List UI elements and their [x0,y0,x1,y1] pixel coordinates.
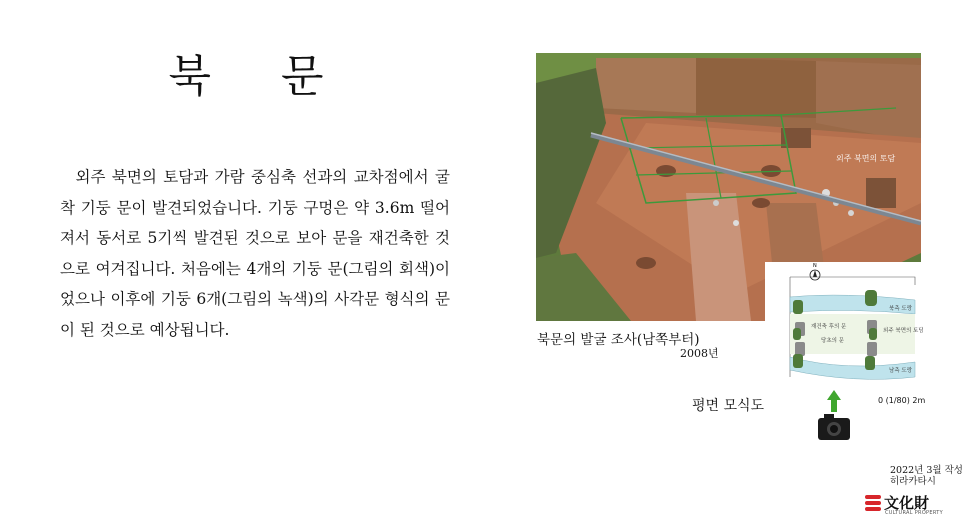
logo-subtext: CULTURAL PROPERTY [885,510,943,516]
plan-caption: 평면 모식도 [692,398,765,414]
description-paragraph: 외주 북면의 토담과 가람 중심축 선과의 교차점에서 굴착 기둥 문이 발견되었습니다. 기둥 구멍은 약 3.6m 떨어져서 동서로 5기씩 발견된 것으로 보아 문을 재건축한 것으로 여겨집니다. 처음에는 4개의 기둥 문(그림의 회색)이었으나 이후에 기둥 6개(그림의 녹색)의 사각문 형식의 문이 된 것으로 예상됩니다. [60,168,450,339]
plan-schematic [765,262,926,410]
camera-icon [814,390,854,442]
photo-year: 2008년 [680,347,719,360]
page-title: 북 문 [168,51,352,102]
author-date: 2022년 3월 작성 [890,465,963,476]
plan-north-ditch: 북측 도랑 [889,306,913,312]
plan-south-ditch: 남측 도랑 [889,368,913,374]
plan-rebuild-gate: 재건축 후의 문 [811,324,847,330]
logo-mark-icon [864,494,882,516]
plan-wall-label: 외주 북면의 토담 [883,328,923,334]
description-text [60,162,450,345]
photo-caption: 북문의 발굴 조사(남쪽부터) [537,332,700,348]
plan-original-gate: 당초의 문 [821,338,845,344]
logo-text: 文化財 [884,494,930,512]
plan-scale: 0 (1/80) 2m [878,396,926,405]
north-label: N [813,263,817,269]
photo-wall-label: 외주 북면의 토담 [836,154,896,163]
cultural-property-logo [864,492,944,520]
author-name: 히라카타시 [890,476,936,487]
